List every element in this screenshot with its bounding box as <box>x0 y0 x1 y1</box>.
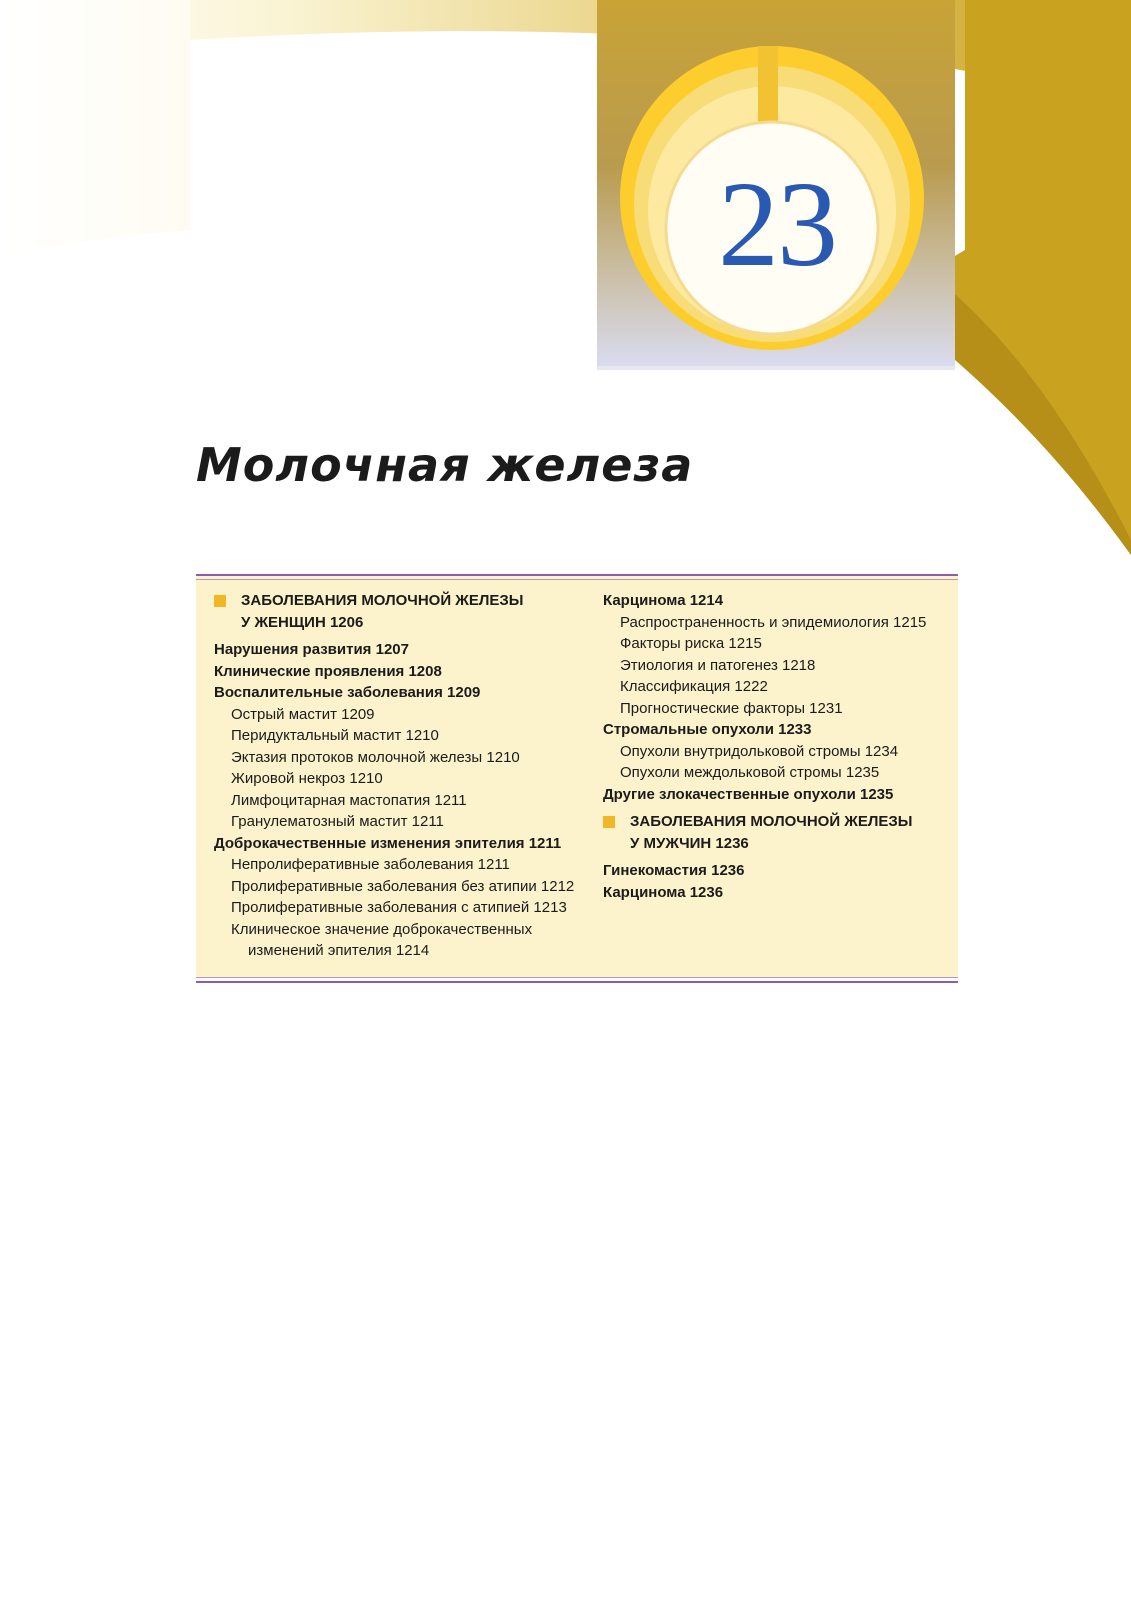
chapter-number: 23 <box>718 157 836 292</box>
toc-right-column <box>603 590 953 903</box>
toc-section-line: ЗАБОЛЕВАНИЯ МОЛОЧНОЙ ЖЕЛЕЗЫ <box>241 592 524 609</box>
toc-subentry[interactable]: Пролиферативные заболевания с атипией 1213 <box>231 899 567 916</box>
toc-bottom-rule <box>196 981 958 983</box>
toc-subentry[interactable]: Гранулематозный мастит 1211 <box>231 813 444 830</box>
toc-entry[interactable]: Другие злокачественные опухоли 1235 <box>603 785 894 803</box>
toc-subentry-continuation[interactable]: изменений эпителия 1214 <box>248 942 430 959</box>
toc-subentry[interactable]: Классификация 1222 <box>620 678 768 695</box>
toc-section-men[interactable] <box>603 811 953 854</box>
square-bullet-icon <box>214 595 226 607</box>
toc-subentry[interactable]: Клиническое значение доброкачественных <box>231 920 533 938</box>
toc-subentry[interactable]: Пролиферативные заболевания без атипии 1212 <box>231 877 575 895</box>
toc-subentry[interactable]: Факторы риска 1215 <box>620 635 762 652</box>
toc-entry[interactable]: Нарушения развития 1207 <box>214 641 409 658</box>
chapter-title: Молочная железа <box>196 438 694 492</box>
toc-entry[interactable]: Доброкачественные изменения эпителия 1211 <box>214 834 562 852</box>
toc-section-line: У МУЖЧИН 1236 <box>630 834 749 852</box>
toc-entry[interactable]: Гинекомастия 1236 <box>603 862 745 879</box>
toc-left-column <box>214 590 584 962</box>
toc-subentry[interactable]: Этиология и патогенез 1218 <box>620 656 816 674</box>
toc-section-line: ЗАБОЛЕВАНИЯ МОЛОЧНОЙ ЖЕЛЕЗЫ <box>630 813 913 830</box>
toc-subentry[interactable]: Эктазия протоков молочной железы 1210 <box>231 748 520 766</box>
toc-subentry[interactable]: Непролиферативные заболевания 1211 <box>231 856 510 873</box>
toc-entry[interactable]: Клинические проявления 1208 <box>214 662 442 680</box>
toc-subentry[interactable]: Опухоли междольковой стромы 1235 <box>620 764 880 781</box>
toc-subentry[interactable]: Прогностические факторы 1231 <box>620 699 843 717</box>
toc-entry[interactable]: Стромальные опухоли 1233 <box>603 721 812 738</box>
toc-entry[interactable]: Карцинома 1214 <box>603 592 724 609</box>
toc-section-women[interactable] <box>214 590 584 633</box>
toc-section-line: У ЖЕНЩИН 1206 <box>241 613 364 631</box>
toc-subentry[interactable]: Распространенность и эпидемиология 1215 <box>620 613 927 631</box>
toc-subentry[interactable]: Опухоли внутридольковой стромы 1234 <box>620 742 899 760</box>
toc-subentry[interactable]: Перидуктальный мастит 1210 <box>231 727 439 744</box>
toc-top-rule-thin <box>196 579 958 580</box>
toc-bottom-rule-thin <box>196 977 958 978</box>
toc-subentry[interactable]: Жировой некроз 1210 <box>231 770 383 787</box>
toc-entry[interactable]: Карцинома 1236 <box>603 883 724 901</box>
chapter-header-artwork <box>0 0 1131 620</box>
toc-subentry[interactable]: Острый мастит 1209 <box>231 705 375 723</box>
toc-entry[interactable]: Воспалительные заболевания 1209 <box>214 684 481 701</box>
toc-subentry[interactable]: Лимфоцитарная мастопатия 1211 <box>231 791 467 809</box>
square-bullet-icon <box>603 816 615 828</box>
toc-top-rule <box>196 574 958 576</box>
